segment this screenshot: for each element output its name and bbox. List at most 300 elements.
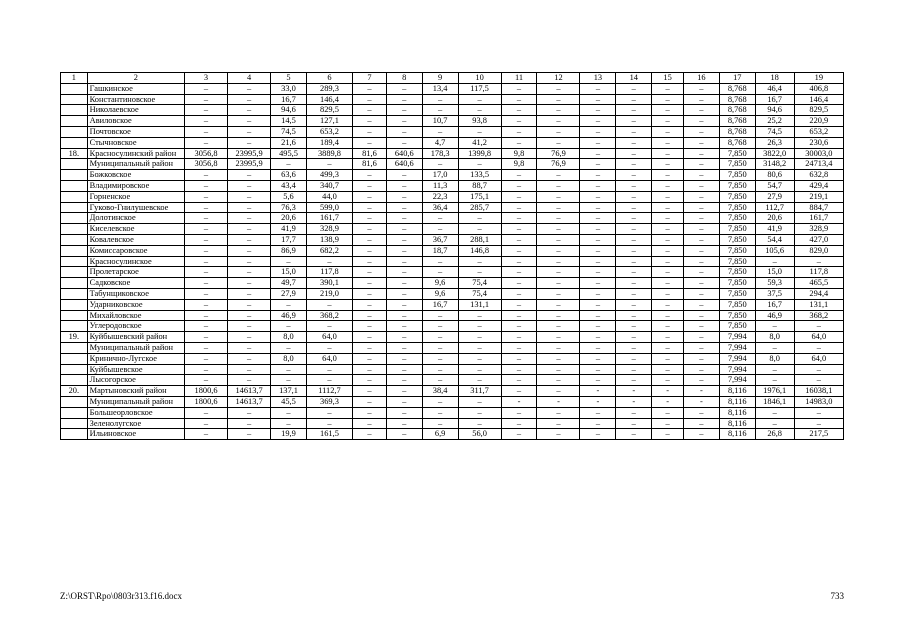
value-cell: – <box>185 288 228 299</box>
value-cell: 105,6 <box>755 245 794 256</box>
value-cell: – <box>228 418 271 429</box>
table-row <box>61 321 844 332</box>
table-row <box>61 396 844 407</box>
value-cell: – <box>422 105 458 116</box>
value-cell: – <box>185 407 228 418</box>
value-cell: 94,6 <box>755 105 794 116</box>
value-cell: – <box>580 288 616 299</box>
value-cell: – <box>458 418 501 429</box>
value-cell: 17,0 <box>422 170 458 181</box>
value-cell: – <box>228 299 271 310</box>
value-cell: 137,1 <box>271 386 307 397</box>
row-number-cell <box>61 407 88 418</box>
value-cell: 76,9 <box>537 148 580 159</box>
row-number-cell <box>61 94 88 105</box>
value-cell: – <box>537 321 580 332</box>
column-header: 13 <box>580 73 616 84</box>
value-cell: – <box>616 299 652 310</box>
value-cell: 22,3 <box>422 191 458 202</box>
value-cell: – <box>422 267 458 278</box>
value-cell: 7,850 <box>719 180 755 191</box>
value-cell: – <box>580 429 616 440</box>
value-cell: – <box>683 159 719 170</box>
table-row <box>61 375 844 386</box>
value-cell: – <box>616 364 652 375</box>
value-cell: 1976,1 <box>755 386 794 397</box>
region-name-cell: Николаевское <box>87 105 184 116</box>
value-cell: – <box>501 267 537 278</box>
value-cell: – <box>501 375 537 386</box>
value-cell: – <box>537 364 580 375</box>
value-cell: – <box>537 418 580 429</box>
value-cell: – <box>353 321 387 332</box>
value-cell: 189,4 <box>306 137 352 148</box>
value-cell: 88,7 <box>458 180 501 191</box>
table-row <box>61 386 844 397</box>
value-cell: 64,0 <box>794 332 843 343</box>
region-name-cell: Константиновское <box>87 94 184 105</box>
value-cell: – <box>458 353 501 364</box>
value-cell: – <box>386 191 422 202</box>
value-cell: – <box>537 137 580 148</box>
region-name-cell: Мартыновский район <box>87 386 184 397</box>
value-cell: – <box>353 180 387 191</box>
value-cell: – <box>458 364 501 375</box>
value-cell: – <box>616 159 652 170</box>
value-cell: 3889,8 <box>306 148 352 159</box>
table-row <box>61 310 844 321</box>
value-cell: – <box>501 288 537 299</box>
value-cell: – <box>537 170 580 181</box>
value-cell: – <box>185 321 228 332</box>
value-cell: - <box>616 386 652 397</box>
value-cell: – <box>616 418 652 429</box>
value-cell: 64,0 <box>306 332 352 343</box>
table-row <box>61 256 844 267</box>
value-cell: – <box>422 321 458 332</box>
region-name-cell: Пролетарское <box>87 267 184 278</box>
value-cell: – <box>683 180 719 191</box>
value-cell: 1846,1 <box>755 396 794 407</box>
value-cell: 14983,0 <box>794 396 843 407</box>
value-cell: 7,850 <box>719 256 755 267</box>
value-cell: – <box>501 105 537 116</box>
value-cell: – <box>228 364 271 375</box>
value-cell: 59,3 <box>755 278 794 289</box>
value-cell: 26,8 <box>755 429 794 440</box>
value-cell: – <box>616 429 652 440</box>
column-header: 7 <box>353 73 387 84</box>
value-cell: – <box>537 202 580 213</box>
value-cell: – <box>271 256 307 267</box>
table-row <box>61 148 844 159</box>
value-cell: – <box>652 321 684 332</box>
value-cell: 653,2 <box>794 126 843 137</box>
value-cell: – <box>185 105 228 116</box>
value-cell: – <box>580 159 616 170</box>
value-cell: – <box>683 267 719 278</box>
value-cell: 8,0 <box>271 353 307 364</box>
value-cell: – <box>353 310 387 321</box>
value-cell: – <box>422 364 458 375</box>
value-cell: – <box>228 137 271 148</box>
value-cell: 16,7 <box>755 299 794 310</box>
table-row <box>61 116 844 127</box>
value-cell: 294,4 <box>794 288 843 299</box>
value-cell: – <box>501 364 537 375</box>
value-cell: – <box>580 278 616 289</box>
value-cell: – <box>537 116 580 127</box>
value-cell: 220,9 <box>794 116 843 127</box>
column-header: 6 <box>306 73 352 84</box>
value-cell: – <box>501 234 537 245</box>
value-cell: 17,7 <box>271 234 307 245</box>
value-cell: 640,6 <box>386 159 422 170</box>
value-cell: – <box>386 224 422 235</box>
region-name-cell: Муниципальный район <box>87 396 184 407</box>
value-cell: – <box>228 429 271 440</box>
value-cell: – <box>228 321 271 332</box>
value-cell: - <box>537 396 580 407</box>
value-cell: 328,9 <box>794 224 843 235</box>
value-cell: 16,7 <box>755 94 794 105</box>
value-cell: – <box>353 407 387 418</box>
region-name-cell: Муниципальный район <box>87 159 184 170</box>
row-number-cell <box>61 353 88 364</box>
value-cell: 8,768 <box>719 126 755 137</box>
value-cell: 127,1 <box>306 116 352 127</box>
value-cell: 340,7 <box>306 180 352 191</box>
table-row <box>61 418 844 429</box>
value-cell: 7,850 <box>719 299 755 310</box>
value-cell: – <box>353 94 387 105</box>
region-name-cell: Гашкинское <box>87 83 184 94</box>
value-cell: – <box>616 310 652 321</box>
value-cell: – <box>185 310 228 321</box>
value-cell: – <box>537 310 580 321</box>
value-cell: – <box>306 299 352 310</box>
value-cell: 74,5 <box>271 126 307 137</box>
value-cell: – <box>580 126 616 137</box>
value-cell: 80,6 <box>755 170 794 181</box>
value-cell: – <box>386 202 422 213</box>
value-cell: – <box>228 224 271 235</box>
value-cell: – <box>580 310 616 321</box>
table-row <box>61 159 844 170</box>
row-number-cell <box>61 278 88 289</box>
value-cell: – <box>683 278 719 289</box>
value-cell: 45,5 <box>271 396 307 407</box>
value-cell: – <box>353 418 387 429</box>
value-cell: – <box>228 245 271 256</box>
value-cell: 117,5 <box>458 83 501 94</box>
value-cell: – <box>537 234 580 245</box>
region-name-cell: Красносулинское <box>87 256 184 267</box>
value-cell: 41,9 <box>271 224 307 235</box>
value-cell: – <box>580 353 616 364</box>
value-cell: 219,0 <box>306 288 352 299</box>
value-cell: 7,850 <box>719 245 755 256</box>
value-cell: – <box>185 126 228 137</box>
value-cell: – <box>458 224 501 235</box>
value-cell: – <box>458 375 501 386</box>
value-cell: – <box>422 256 458 267</box>
value-cell: – <box>683 342 719 353</box>
value-cell: 146,8 <box>458 245 501 256</box>
table-row <box>61 234 844 245</box>
value-cell: – <box>228 116 271 127</box>
value-cell: – <box>386 396 422 407</box>
value-cell: – <box>228 191 271 202</box>
value-cell: – <box>228 202 271 213</box>
value-cell: 38,4 <box>422 386 458 397</box>
value-cell: 3056,8 <box>185 148 228 159</box>
value-cell: – <box>652 191 684 202</box>
value-cell: – <box>501 418 537 429</box>
value-cell: – <box>537 105 580 116</box>
value-cell: 117,8 <box>794 267 843 278</box>
row-number-cell: 19. <box>61 332 88 343</box>
value-cell: – <box>683 321 719 332</box>
value-cell: – <box>616 353 652 364</box>
region-name-cell: Ильиновское <box>87 429 184 440</box>
value-cell: – <box>652 278 684 289</box>
value-cell: – <box>537 299 580 310</box>
region-name-cell: Гуково-Гнилушевское <box>87 202 184 213</box>
value-cell: – <box>616 342 652 353</box>
value-cell: 20,6 <box>755 213 794 224</box>
value-cell: 54,7 <box>755 180 794 191</box>
value-cell: 7,850 <box>719 278 755 289</box>
value-cell: 74,5 <box>755 126 794 137</box>
region-name-cell: Муниципальный район <box>87 342 184 353</box>
value-cell: 21,6 <box>271 137 307 148</box>
value-cell: – <box>386 213 422 224</box>
value-cell: – <box>386 342 422 353</box>
table-row <box>61 245 844 256</box>
value-cell: – <box>652 148 684 159</box>
value-cell: 93,8 <box>458 116 501 127</box>
value-cell: 7,850 <box>719 170 755 181</box>
value-cell: – <box>652 353 684 364</box>
value-cell: – <box>501 321 537 332</box>
value-cell: – <box>353 396 387 407</box>
value-cell: – <box>580 245 616 256</box>
value-cell: – <box>652 288 684 299</box>
value-cell: 112,7 <box>755 202 794 213</box>
value-cell: – <box>501 170 537 181</box>
row-number-cell <box>61 191 88 202</box>
value-cell: – <box>794 342 843 353</box>
value-cell: – <box>228 332 271 343</box>
value-cell: 94,6 <box>271 105 307 116</box>
value-cell: – <box>755 342 794 353</box>
value-cell: 14613,7 <box>228 396 271 407</box>
value-cell: 640,6 <box>386 148 422 159</box>
region-name-cell: Садковское <box>87 278 184 289</box>
value-cell: – <box>794 407 843 418</box>
value-cell: – <box>228 94 271 105</box>
table-row <box>61 342 844 353</box>
table-row <box>61 213 844 224</box>
value-cell: – <box>185 375 228 386</box>
value-cell: – <box>580 105 616 116</box>
value-cell: – <box>386 299 422 310</box>
value-cell: – <box>683 105 719 116</box>
value-cell: – <box>652 116 684 127</box>
value-cell: – <box>616 170 652 181</box>
column-header: 17 <box>719 73 755 84</box>
value-cell: - <box>683 386 719 397</box>
region-name-cell: Комиссаровское <box>87 245 184 256</box>
value-cell: – <box>353 234 387 245</box>
region-name-cell: Стычновское <box>87 137 184 148</box>
value-cell: – <box>185 213 228 224</box>
value-cell: – <box>386 267 422 278</box>
value-cell: 161,7 <box>794 213 843 224</box>
value-cell: 30003,0 <box>794 148 843 159</box>
value-cell: 1112,7 <box>306 386 352 397</box>
column-header: 16 <box>683 73 719 84</box>
value-cell: – <box>652 310 684 321</box>
value-cell: – <box>683 256 719 267</box>
value-cell: 599,0 <box>306 202 352 213</box>
column-header: 19 <box>794 73 843 84</box>
value-cell: – <box>422 375 458 386</box>
value-cell: – <box>386 375 422 386</box>
value-cell: – <box>616 213 652 224</box>
value-cell: – <box>616 116 652 127</box>
value-cell: 76,3 <box>271 202 307 213</box>
value-cell: – <box>185 224 228 235</box>
value-cell: 9,6 <box>422 288 458 299</box>
value-cell: – <box>306 159 352 170</box>
value-cell: – <box>353 126 387 137</box>
value-cell: – <box>683 429 719 440</box>
value-cell: – <box>580 418 616 429</box>
table-row <box>61 137 844 148</box>
value-cell: – <box>683 170 719 181</box>
value-cell: – <box>501 224 537 235</box>
value-cell: – <box>501 256 537 267</box>
value-cell: – <box>683 137 719 148</box>
value-cell: – <box>537 94 580 105</box>
value-cell: – <box>228 256 271 267</box>
value-cell: – <box>580 321 616 332</box>
value-cell: – <box>386 83 422 94</box>
value-cell: – <box>652 213 684 224</box>
value-cell: 9,8 <box>501 159 537 170</box>
value-cell: – <box>537 407 580 418</box>
value-cell: – <box>501 342 537 353</box>
value-cell: 4,7 <box>422 137 458 148</box>
value-cell: 36,4 <box>422 202 458 213</box>
value-cell: – <box>501 191 537 202</box>
value-cell: – <box>616 105 652 116</box>
value-cell: 7,850 <box>719 202 755 213</box>
value-cell: 27,9 <box>755 191 794 202</box>
value-cell: – <box>616 180 652 191</box>
value-cell: – <box>501 429 537 440</box>
value-cell: 8,768 <box>719 83 755 94</box>
value-cell: 288,1 <box>458 234 501 245</box>
value-cell: – <box>422 126 458 137</box>
value-cell: – <box>228 170 271 181</box>
region-name-cell: Кринично-Лугское <box>87 353 184 364</box>
value-cell: – <box>580 256 616 267</box>
value-cell: – <box>422 407 458 418</box>
value-cell: – <box>580 83 616 94</box>
value-cell: 7,850 <box>719 310 755 321</box>
value-cell: – <box>458 342 501 353</box>
value-cell: - <box>616 396 652 407</box>
value-cell: – <box>306 418 352 429</box>
value-cell: – <box>228 278 271 289</box>
value-cell: – <box>353 83 387 94</box>
region-name-cell: Табунщиковское <box>87 288 184 299</box>
value-cell: – <box>228 342 271 353</box>
table-row <box>61 94 844 105</box>
value-cell: – <box>353 353 387 364</box>
value-cell: – <box>537 375 580 386</box>
value-cell: – <box>228 180 271 191</box>
value-cell: – <box>422 353 458 364</box>
value-cell: – <box>353 256 387 267</box>
row-number-cell <box>61 116 88 127</box>
value-cell: – <box>422 396 458 407</box>
value-cell: – <box>580 224 616 235</box>
region-name-cell: Ковалевское <box>87 234 184 245</box>
row-number-cell <box>61 396 88 407</box>
value-cell: – <box>755 418 794 429</box>
value-cell: – <box>353 299 387 310</box>
value-cell: – <box>794 375 843 386</box>
value-cell: – <box>755 321 794 332</box>
row-number-cell <box>61 83 88 94</box>
value-cell: 81,6 <box>353 159 387 170</box>
value-cell: – <box>386 137 422 148</box>
row-number-cell <box>61 170 88 181</box>
value-cell: – <box>353 213 387 224</box>
value-cell: – <box>422 213 458 224</box>
value-cell: – <box>616 375 652 386</box>
value-cell: – <box>228 310 271 321</box>
value-cell: – <box>501 407 537 418</box>
value-cell: – <box>683 332 719 343</box>
column-header: 10 <box>458 73 501 84</box>
column-header: 1 <box>61 73 88 84</box>
value-cell: – <box>458 256 501 267</box>
value-cell: 7,850 <box>719 159 755 170</box>
value-cell: – <box>652 94 684 105</box>
value-cell: – <box>386 94 422 105</box>
value-cell: – <box>422 159 458 170</box>
value-cell: – <box>580 407 616 418</box>
header-row <box>61 73 844 84</box>
value-cell: – <box>537 224 580 235</box>
value-cell: – <box>652 245 684 256</box>
value-cell: – <box>353 429 387 440</box>
value-cell: – <box>616 94 652 105</box>
value-cell: 311,7 <box>458 386 501 397</box>
value-cell: – <box>422 342 458 353</box>
region-name-cell: Киселевское <box>87 224 184 235</box>
row-number-cell <box>61 137 88 148</box>
value-cell: 117,8 <box>306 267 352 278</box>
value-cell: – <box>501 116 537 127</box>
value-cell: 7,850 <box>719 148 755 159</box>
column-header: 8 <box>386 73 422 84</box>
